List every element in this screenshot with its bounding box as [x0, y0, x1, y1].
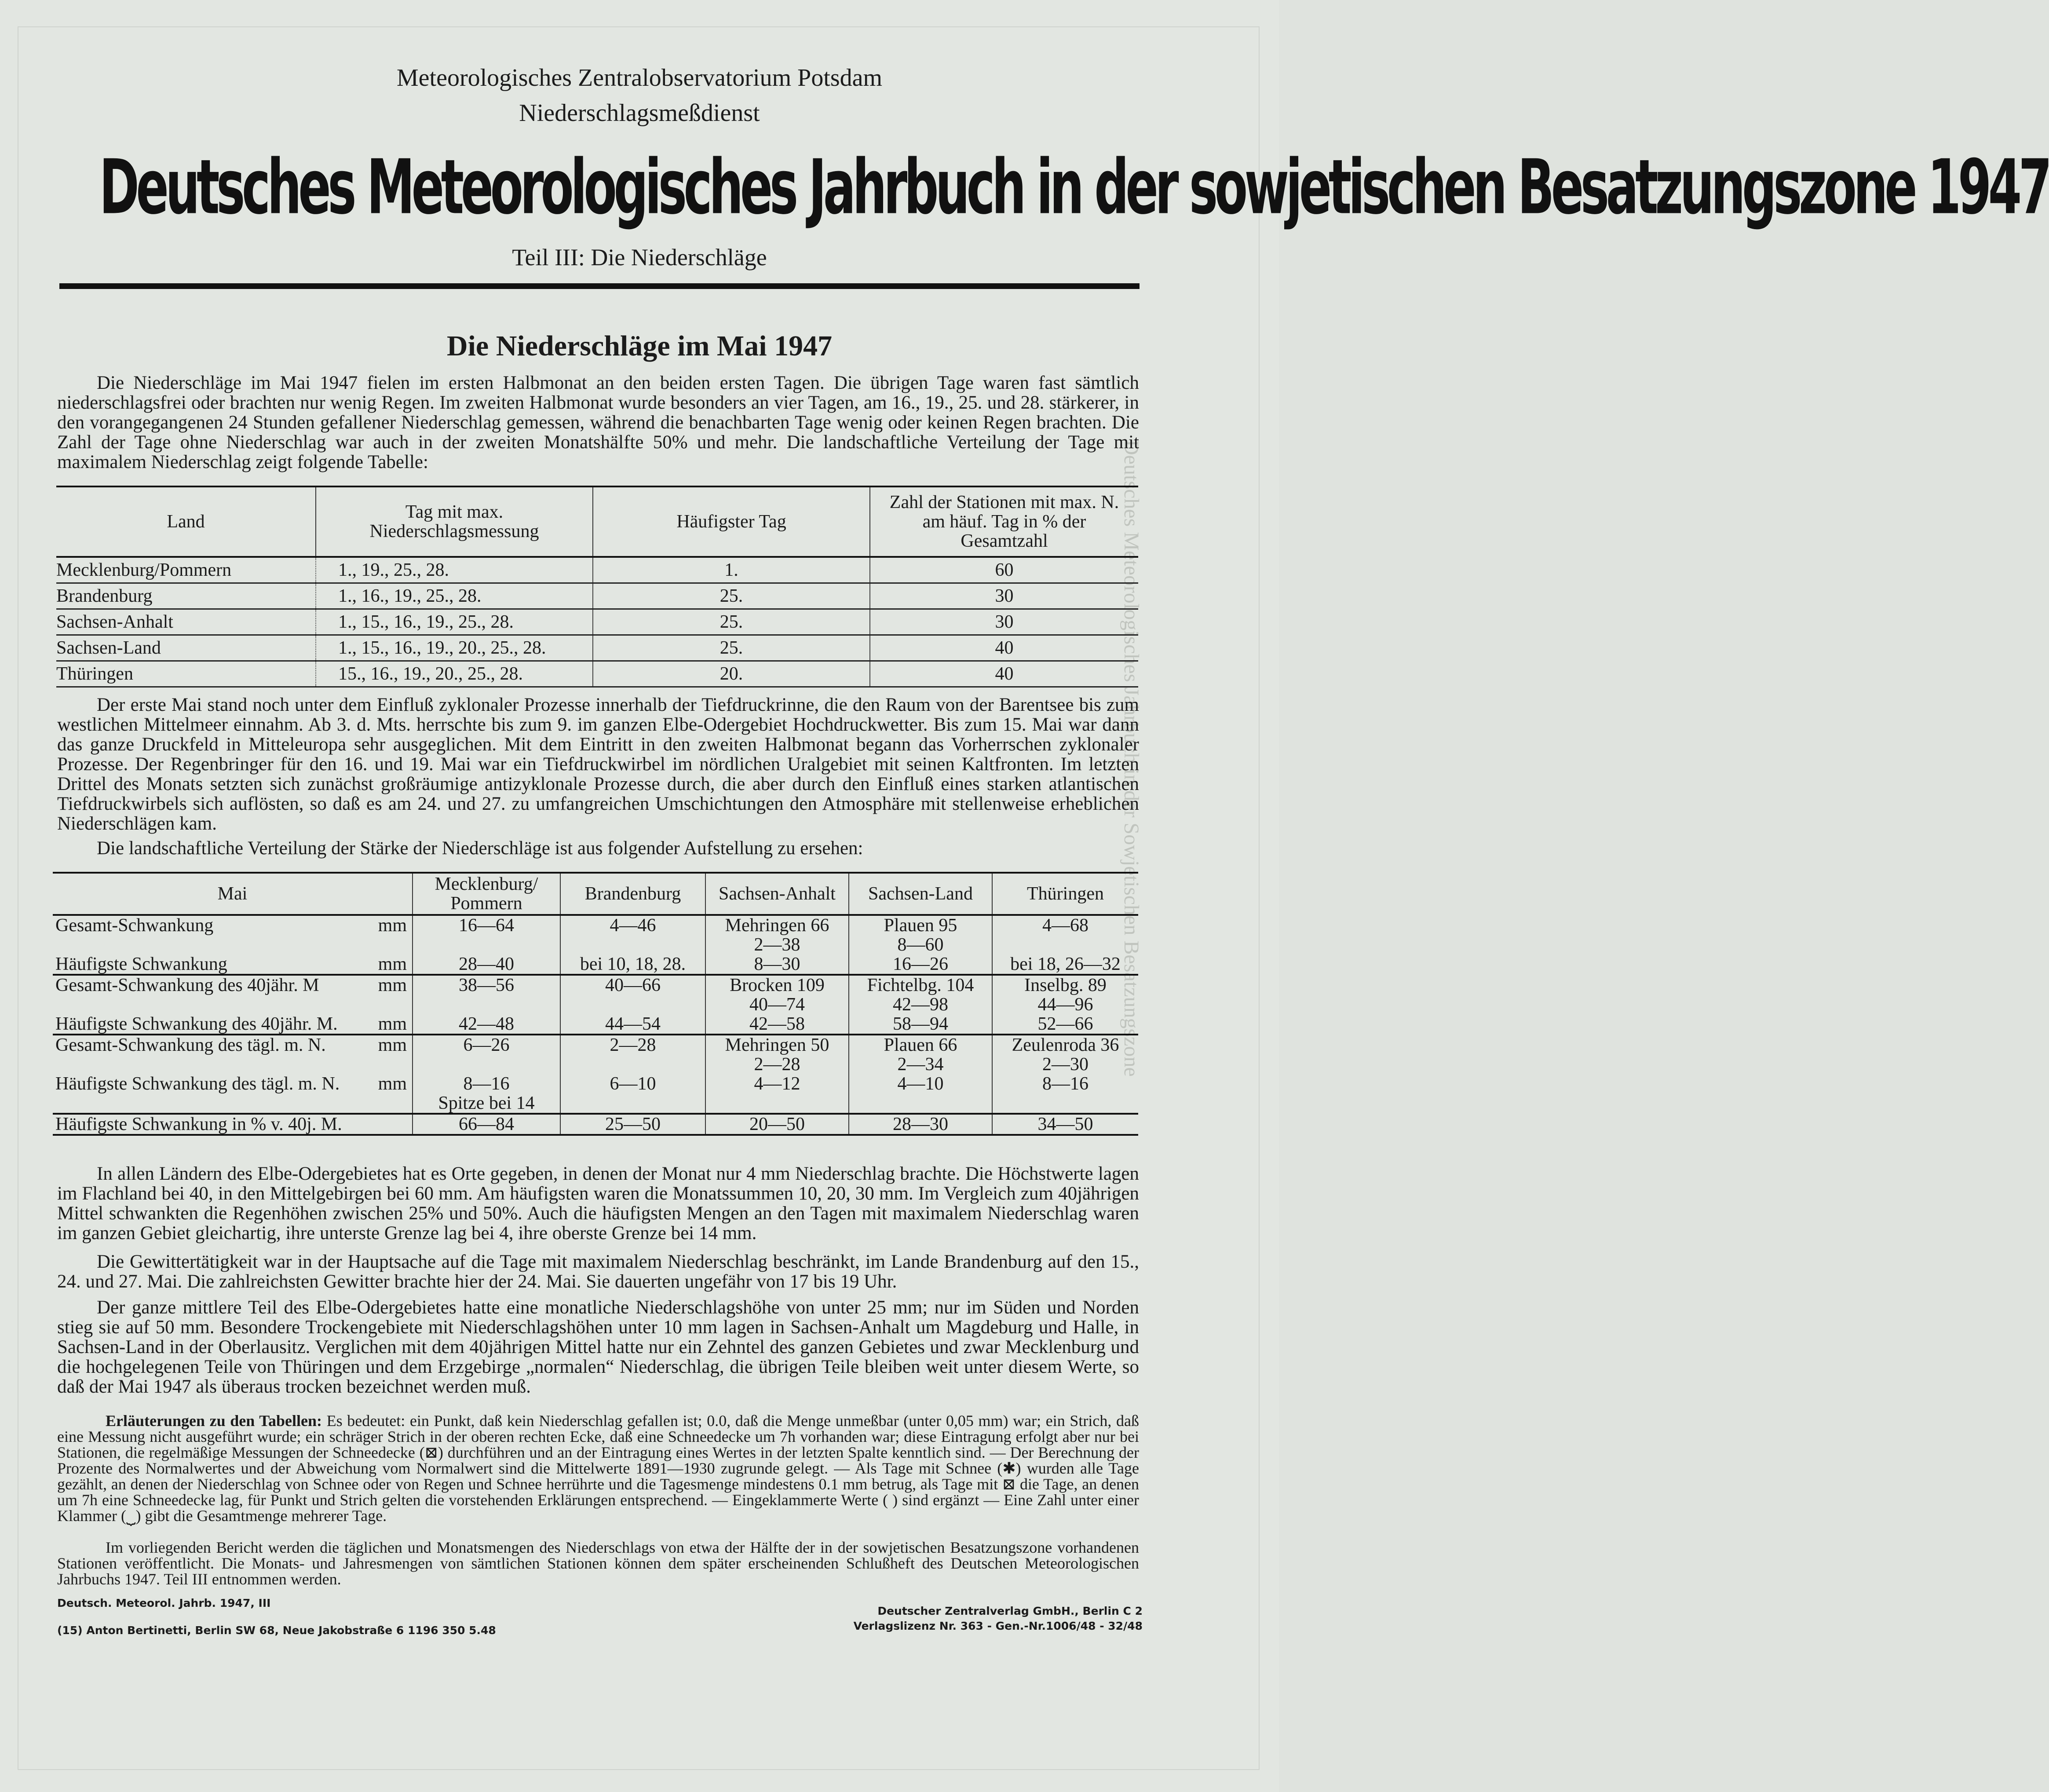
- table-cell: 42—48: [413, 1014, 560, 1035]
- table-cell: 28—30: [849, 1114, 992, 1135]
- table-cell: 2—34: [849, 1055, 992, 1074]
- explanations-footnote: [57, 1413, 1139, 1524]
- row-label: [53, 1074, 413, 1093]
- table-cell: 4—12: [705, 1074, 849, 1093]
- row-label: [53, 1035, 413, 1055]
- table-cell-zahl: 40: [870, 635, 1138, 661]
- summary-text: In allen Ländern des Elbe-Odergebietes hat es Orte gegeben, in denen der Monat nur 4 mm Niederschlag brachte. Die Höchstwerte lagen im Flachland bei 40, in den Mittelgebirgen bei 60 mm. Am häufigsten waren die Monatssummen 10, 20, 30 mm. Im Vergleich zum 40jährigen Mittel schwankten die Regenhöhen zwischen 25% und 50%. Auch die häufigsten Mengen an den Tagen mit maximalem Niederschlag waren im ganzen Gebiet gleichartig, ihre unterste Grenze lag bei 4, ihre oberste Grenze bei 14 mm.: [57, 1163, 1139, 1243]
- table-cell-zahl: 30: [870, 609, 1138, 635]
- table-cell: 40—74: [705, 995, 849, 1014]
- col-zahl-stationen: Zahl der Stationen mit max. N. am häuf. Tag in % der Gesamtzahl: [870, 486, 1138, 557]
- col-mai: Mai: [217, 884, 248, 904]
- table-cell: 66—84: [413, 1114, 560, 1135]
- table-cell: 16—64: [413, 915, 560, 935]
- table-cell-zahl: 30: [870, 583, 1138, 609]
- table-cell: Zeulenroda 36: [992, 1035, 1138, 1055]
- report-note-text: Im vorliegenden Bericht werden die täglichen und Monatsmengen des Niederschlags von etwa der Hälfte der in der sowjetischen Besatzungszone vorhandenen Stationen veröffentlicht. Die Monats- und Jahresmengen von sämtlichen Stationen können dem später erscheinenden Schlußheft des Deutschen Meteorologischen Jahrbuchs 1947. Teil III entnommen werden.: [57, 1539, 1139, 1588]
- table-cell-haeufig: 25.: [593, 583, 870, 609]
- table-cell: Plauen 95: [849, 915, 992, 935]
- row-unit: mm: [378, 1035, 407, 1055]
- table-row: [56, 609, 1138, 635]
- col-brandenburg: Brandenburg: [560, 873, 705, 915]
- table-cell: [560, 935, 705, 955]
- row-label-text: Gesamt-Schwankung des tägl. m. N.: [55, 1035, 326, 1055]
- col-land: Land: [167, 512, 205, 532]
- row-label-text: Gesamt-Schwankung des 40jähr. M: [55, 975, 319, 995]
- synoptic-paragraph: [57, 695, 1139, 834]
- table-cell: 6—26: [413, 1035, 560, 1055]
- institute-name: Meteorologisches Zentralobservatorium Potsdam: [396, 64, 883, 91]
- service-name: Niederschlagsmeßdienst: [519, 99, 760, 127]
- table-row: [56, 635, 1138, 661]
- row-label-text: Häufigste Schwankung des 40jähr. M.: [55, 1014, 338, 1034]
- table-cell: 25—50: [560, 1114, 705, 1135]
- summary-paragraph: [57, 1164, 1139, 1243]
- table-cell: [992, 935, 1138, 955]
- table-cell: 40—66: [560, 975, 705, 995]
- table-cell: 42—58: [705, 1014, 849, 1035]
- table-row: [56, 661, 1138, 687]
- table-row: [53, 1055, 1138, 1074]
- table2-intro-text: Die landschaftliche Verteilung der Stärke der Niederschläge ist aus folgender Aufstellung zu ersehen:: [97, 838, 863, 859]
- thunderstorm-text: Die Gewittertätigkeit war in der Hauptsache auf die Tage mit maximalem Niederschlag beschränkt, im Lande Brandenburg auf den 15., 24. und 27. Mai. Die zahlreichsten Gewitter brachte hier der 24. Mai. Sie dauerten ungefähr von 17 bis 19 Uhr.: [57, 1251, 1139, 1292]
- table-row: [53, 1035, 1138, 1055]
- table-row: [53, 1074, 1138, 1093]
- bleed-through-text: Deutsches Meteorologisches Jahrbuch in der Sowjetischen Besatzungszone: [1120, 440, 1143, 1077]
- explanations-heading: Erläuterungen zu den Tabellen:: [106, 1412, 322, 1430]
- intro-paragraph: [57, 373, 1139, 472]
- table-cell: 16—26: [849, 955, 992, 975]
- table-cell: Plauen 66: [849, 1035, 992, 1055]
- table-cell: 34—50: [992, 1114, 1138, 1135]
- thunderstorm-paragraph: [57, 1252, 1139, 1291]
- row-label: [53, 995, 413, 1014]
- row-label: [53, 1014, 413, 1035]
- col-thueringen: Thüringen: [992, 873, 1138, 915]
- row-unit: mm: [378, 1014, 407, 1034]
- table-cell: Mehringen 66: [705, 915, 849, 935]
- imprint-journal: Deutsch. Meteorol. Jahrb. 1947, III: [57, 1597, 271, 1609]
- table-cell-land: Mecklenburg/Pommern: [56, 557, 316, 583]
- precip-strength-table: [53, 872, 1138, 1136]
- table-cell: [560, 1093, 705, 1114]
- table-cell-haeufig: 25.: [593, 609, 870, 635]
- table-cell-land: Sachsen-Land: [56, 635, 316, 661]
- table-cell: Inselbg. 89: [992, 975, 1138, 995]
- row-label: [53, 1114, 413, 1135]
- table-cell-haeufig: 20.: [593, 661, 870, 687]
- col-sachsen-land: Sachsen-Land: [849, 873, 992, 915]
- table-cell-zahl: 40: [870, 661, 1138, 687]
- row-label: [53, 1055, 413, 1074]
- intro-text: Die Niederschläge im Mai 1947 fielen im ersten Halbmonat an den beiden ersten Tagen. Die übrigen Tage waren fast sämtlich niederschlagsfrei oder brachten nur wenig Regen. Im zweiten Halbmonat wurde besonders an vier Tagen, am 16., 19., 25. und 28. stärkerer, in den vorangegangenen 24 Stunden gefallener Niederschlag gemessen, während die benachbarten Tage wenig oder keinen Regen brachten. Die Zahl der Tage ohne Niederschlag war auch in der zweiten Monatshälfte 50% und mehr. Die landschaftliche Verteilung der Tage mit maximalem Niederschlag zeigt folgende Tabelle:: [57, 373, 1139, 472]
- table-row: [56, 557, 1138, 583]
- row-label: [53, 955, 413, 975]
- table-cell: 52—66: [992, 1014, 1138, 1035]
- imprint-publisher: Deutscher Zentralverlag GmbH., Berlin C 2: [877, 1605, 1143, 1617]
- table-cell-tage: 1., 15., 16., 19., 20., 25., 28.: [338, 638, 546, 658]
- distribution-text: Der ganze mittlere Teil des Elbe-Odergebietes hatte eine monatliche Niederschlagshöhe von unter 25 mm; nur im Süden und Norden stieg sie auf 50 mm. Besondere Trockengebiete mit Niederschlagshöhen unter 10 mm lagen in Sachsen-Anhalt um Magdeburg und Halle, in Sachsen-Land in der Oberlausitz. Verglichen mit dem 40jährigen Mittel hatte nur ein Zehntel des ganzen Gebietes und zwar Mecklenburg und die hochgelegenen Teile von Thüringen und dem Erzgebirge „normalen“ Niederschlag, die übrigen Teile bleiben weit unter diesem Werte, so daß der Mai 1947 als überaus trocken bezeichnet werden muß.: [57, 1297, 1139, 1397]
- row-label: [53, 1093, 413, 1114]
- table-cell: 4—46: [560, 915, 705, 935]
- table-row: [53, 935, 1138, 955]
- report-note: [57, 1540, 1139, 1587]
- row-label: [53, 915, 413, 935]
- table-cell: Fichtelbg. 104: [849, 975, 992, 995]
- table-row: [53, 1114, 1138, 1135]
- table-cell: 4—68: [992, 915, 1138, 935]
- row-unit: mm: [378, 915, 407, 936]
- row-unit: mm: [378, 975, 407, 995]
- table-cell: 8—30: [705, 955, 849, 975]
- imprint-printer: (15) Anton Bertinetti, Berlin SW 68, Neue Jakobstraße 6 1196 350 5.48: [57, 1624, 496, 1637]
- row-label: [53, 975, 413, 995]
- table-row: [53, 1014, 1138, 1035]
- table-cell: bei 10, 18, 28.: [560, 955, 705, 975]
- table-cell: Brocken 109: [705, 975, 849, 995]
- table-row: [53, 955, 1138, 975]
- col-tag-max: Tag mit max. Niederschlagsmessung: [316, 486, 593, 557]
- table-cell-land: Brandenburg: [56, 583, 316, 609]
- col-haeufigster-tag: Häufigster Tag: [593, 486, 870, 557]
- row-unit: mm: [378, 1074, 407, 1094]
- table-cell: Spitze bei 14: [413, 1093, 560, 1114]
- table-cell: 6—10: [560, 1074, 705, 1093]
- table-cell: 42—98: [849, 995, 992, 1014]
- synoptic-text: Der erste Mai stand noch unter dem Einfluß zyklonaler Prozesse innerhalb der Tiefdruckrinne, die den Raum von der Barentsee bis zum westlichen Mittelmeer einnahm. Ab 3. d. Mts. herrschte bis zum 9. im ganzen Elbe-Odergebiet Hochdruckwetter. Bis zum 15. Mai war dann das ganze Druckfeld in Mitteleuropa sehr ausgeglichen. Mit dem Eintritt in den zweiten Halbmonat begann das Vorherrschen zyklonaler Prozesse. Der Regenbringer für den 16. und 19. Mai war ein Tiefdruckwirbel im nördlichen Uralgebiet mit seinen Kaltfronten. Im letzten Drittel des Monats setzten sich zunächst großräumige antizyklonale Prozesse durch, die aber durch den Einfluß eines starken atlantischen Tiefdruckwirbels sich auflösten, so daß es am 24. und 27. zu umfangreichen Umschichtungen den Atmosphäre mit stellenweise erheblichen Niederschlägen kam.: [57, 695, 1139, 834]
- table-cell: 8—16: [413, 1074, 560, 1093]
- table-cell-tage: 1., 15., 16., 19., 25., 28.: [338, 612, 514, 632]
- table-cell: 2—38: [705, 935, 849, 955]
- table-cell: 20—50: [705, 1114, 849, 1135]
- table-cell-land: Thüringen: [56, 661, 316, 687]
- explanations-text: Es bedeutet: ein Punkt, daß kein Niederschlag gefallen ist; 0.0, daß die Menge unmeßbar (unter 0,05 mm) war; ein Strich, daß eine Messung nicht ausgeführt wurde; ein schräger Strich in der oberen rechten Ecke, daß eine Schneedecke um 7h vorhanden war; diese Eintragung erfolgt aber nur bei Stationen, die regelmäßige Messungen der Schneedecke (⊠) durchführen und an der Eintragung eines Wertes in der letzten Spalte kenntlich sind. — Der Berechnung der Prozente des Normalwertes und der Abweichung vom Normalwert sind die Mittelwerte 1891—1930 zugrunde gelegt. — Als Tage mit Schnee (✱) wurden alle Tage gezählt, an denen der Niederschlag von Schnee oder von Regen und Schnee herrührte und die Tagesmenge mindestens 0.1 mm betrug, als Tage mit ⊠ die Tage, an denen um 7h eine Schneedecke lag, für Punkt und Strich gelten die vorstehenden Erklärungen entsprechend. — Eingeklammerte Werte ( ) sind ergänzt — Eine Zahl unter einer Klammer (⏟) gibt die Gesamtmenge mehrerer Tage.: [57, 1412, 1139, 1525]
- table-cell: 44—54: [560, 1014, 705, 1035]
- table-cell: [413, 995, 560, 1014]
- table-cell-land: Sachsen-Anhalt: [56, 609, 316, 635]
- table-cell: [560, 1055, 705, 1074]
- table-row: [56, 583, 1138, 609]
- table-cell: [560, 995, 705, 1014]
- table-cell: 2—28: [560, 1035, 705, 1055]
- header-rule: [59, 283, 1140, 289]
- table-cell-tage: 1., 16., 19., 25., 28.: [338, 586, 482, 606]
- table-row: [53, 915, 1138, 935]
- table-row: [53, 995, 1138, 1014]
- table-cell: [413, 935, 560, 955]
- row-label-text: Häufigste Schwankung: [55, 954, 227, 974]
- table-cell: 28—40: [413, 955, 560, 975]
- table-cell: 8—16: [992, 1074, 1138, 1093]
- col-mecklenburg: Mecklenburg/ Pommern: [413, 873, 560, 915]
- table-cell: Mehringen 50: [705, 1035, 849, 1055]
- table-cell: bei 18, 26—32: [992, 955, 1138, 975]
- table-cell-haeufig: 1.: [593, 557, 870, 583]
- row-label-text: Gesamt-Schwankung: [55, 915, 214, 936]
- table-cell: 2—28: [705, 1055, 849, 1074]
- part-title: Teil III: Die Niederschläge: [512, 244, 767, 271]
- max-day-table: [56, 486, 1138, 688]
- table-cell: [992, 1093, 1138, 1114]
- table-row: [53, 1093, 1138, 1114]
- table2-intro: [57, 838, 1139, 858]
- table-cell: 2—30: [992, 1055, 1138, 1074]
- row-label-text: Häufigste Schwankung in % v. 40j. M.: [55, 1114, 342, 1134]
- table-row: [53, 975, 1138, 995]
- table-cell-tage: 1., 19., 25., 28.: [338, 560, 449, 580]
- table-cell: 44—96: [992, 995, 1138, 1014]
- table-cell: 4—10: [849, 1074, 992, 1093]
- row-label: [53, 935, 413, 955]
- table-cell: [849, 1093, 992, 1114]
- col-sachsen-anhalt: Sachsen-Anhalt: [705, 873, 849, 915]
- section-title: Die Niederschläge im Mai 1947: [446, 330, 833, 362]
- table-cell-zahl: 60: [870, 557, 1138, 583]
- row-label-text: Häufigste Schwankung des tägl. m. N.: [55, 1074, 340, 1094]
- distribution-paragraph: [57, 1298, 1139, 1397]
- table-cell-tage: 15., 16., 19., 20., 25., 28.: [338, 664, 523, 684]
- imprint-license: Verlagslizenz Nr. 363 - Gen.-Nr.1006/48 - 32/48: [853, 1620, 1143, 1632]
- yearbook-title: Deutsches Meteorologisches Jahrbuch in der sowjetischen Besatzungszone 1947: [99, 143, 2049, 231]
- table-cell: [705, 1093, 849, 1114]
- table-cell: [413, 1055, 560, 1074]
- table-cell-haeufig: 25.: [593, 635, 870, 661]
- row-unit: mm: [378, 954, 407, 974]
- table-cell: 38—56: [413, 975, 560, 995]
- table-cell: 8—60: [849, 935, 992, 955]
- table-cell: 58—94: [849, 1014, 992, 1035]
